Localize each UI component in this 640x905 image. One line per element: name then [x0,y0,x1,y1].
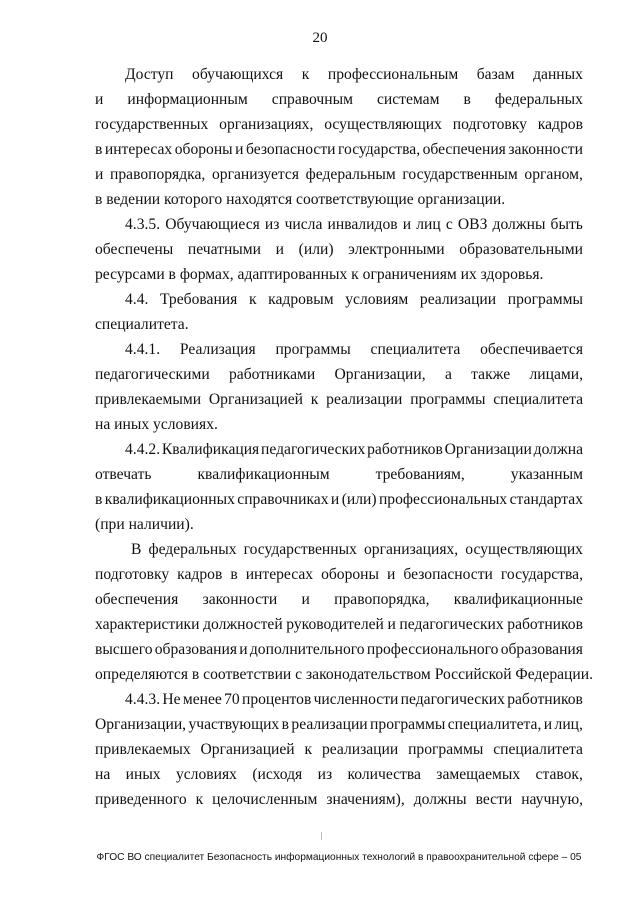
word: с [445,216,453,233]
text-line [95,137,583,162]
text-line: ресурсами в формах, адаптированных к ограничениям их здоровья. [95,266,544,283]
word: Обучающиеся [165,216,260,233]
word: программы [408,741,484,758]
word: реализации [321,741,399,758]
word: государственных [243,541,357,558]
word: вести [475,791,513,808]
word: должны [492,216,546,233]
word: справочниках [237,491,329,508]
word: обеспечения [95,591,179,608]
text-line [95,637,583,662]
word: характеристики [95,616,200,633]
word: педагогическими [95,366,210,383]
word: обеспечены [95,241,174,258]
word: Не [162,691,181,708]
word: государства, [500,566,583,583]
text-line [95,712,583,737]
page-footer: ФГОС ВО специалитет Безопасность информационных технологий в правоохранительной сфере – 05 [96,852,582,863]
text-line [95,237,583,262]
word: 4.3.5. [125,216,161,233]
word: к [195,791,204,808]
text-line [95,487,583,512]
word: образовательными [459,241,583,258]
text-line: в ведении которого находятся соответствующие организации. [95,191,506,208]
word: В [131,541,142,558]
word: (исходя [252,766,303,783]
word: квалификационных [104,491,235,508]
word: организациях, [219,116,314,133]
word: а [444,366,452,383]
text-line [95,162,583,187]
word: печатными [187,241,261,258]
word: подготовку [95,566,170,583]
word: значениям), [326,791,405,808]
word: и [402,216,412,233]
text-line [95,537,583,562]
word: справочным [271,91,353,108]
word: целочисленным [212,791,318,808]
text-line: на иных условиях. [95,416,218,433]
text-line: определяются в соответствии с законодательством Российской Федерации. [95,666,593,683]
word: должна [533,441,583,458]
word: специалитета, [447,716,542,733]
word: также [471,366,511,383]
text-line [95,287,583,312]
word: 4.4.1. [125,341,161,358]
word: образования [500,641,583,658]
document-body [95,62,593,812]
word: на [95,766,111,783]
word: программы [410,391,486,408]
word: Организацией [208,391,303,408]
text-line [95,787,583,812]
word: организуется [211,166,300,183]
word: и [95,91,104,108]
word: базам [476,66,515,83]
word: и [275,241,284,258]
word: и [95,166,104,183]
word: реализации [326,391,403,408]
word: приведенного [95,791,187,808]
word: к [310,391,319,408]
word: специалитета [493,391,583,408]
word: обучающихся [192,66,284,83]
word: высшего [95,641,153,658]
word: Реализация [179,341,256,358]
word: инвалидов [327,216,398,233]
word: и [301,591,310,608]
word: подготовку [452,116,527,133]
word: работников [507,691,583,708]
word: работников [367,441,443,458]
word: и [235,141,244,158]
word: безопасности [403,566,493,583]
word: педагогических [399,616,504,633]
word: быть [550,216,583,233]
word: привлекаемыми [95,391,202,408]
word: Квалификация [161,441,260,458]
word: количества [347,766,421,783]
word: специалитета [493,741,583,758]
text-line [95,562,583,587]
word: менее [182,691,222,708]
word: правопорядка, [110,166,206,183]
word: информационным [127,91,248,108]
word: федеральных [148,541,237,558]
word: участвующих [188,716,280,733]
word: Организации [444,441,532,458]
word: программы [275,341,351,358]
word: условиях [175,766,237,783]
word: числа [284,216,323,233]
word: из [317,766,333,783]
word: Доступ [125,66,174,83]
word: требованиям, [375,466,465,483]
word: системам [376,91,440,108]
word: государственным [402,166,518,183]
text-line [95,587,583,612]
word: из [264,216,280,233]
word: ставок, [535,766,583,783]
word: работниками [228,366,316,383]
word: работников [507,616,583,633]
text-line [95,62,583,87]
text-line [95,762,583,787]
word: электронными [348,241,445,258]
word: реализации [291,716,368,733]
word: профессиональным [327,66,459,83]
word: федеральным [305,166,396,183]
word: в [95,491,103,508]
word: лицами, [529,366,583,383]
text-line [95,362,583,387]
word: обороны [174,141,233,158]
text-line [95,212,583,237]
word: и [239,641,248,658]
word: федеральных [494,91,583,108]
word: привлекаемых [95,741,191,758]
word: отвечать [95,466,152,483]
word: законности [508,141,583,158]
word: 4.4. [125,291,149,308]
word: организациях, [363,541,459,558]
word: специалитета [370,341,461,358]
word: программы [370,716,446,733]
word: должностей [203,616,283,633]
word: программы [507,291,583,308]
scan-mark [321,832,322,840]
word: правопорядка, [334,591,430,608]
word: к [301,66,310,83]
word: условиям [345,291,409,308]
word: должны [413,791,467,808]
word: и [387,566,396,583]
word: квалификационные [453,591,583,608]
word: законности [202,591,278,608]
word: иных [125,766,161,783]
word: в [230,566,238,583]
word: профессионального [366,641,499,658]
word: лиц [416,216,441,233]
word: Организации, [334,366,426,383]
word: лиц, [554,716,583,733]
word: дополнительного [249,641,365,658]
word: к [248,291,257,308]
word: педагогических [400,691,505,708]
word: стандартах [509,491,583,508]
word: кадровым [268,291,334,308]
word: кадров [537,116,583,133]
word: Организацией [200,741,295,758]
word: квалификационным [197,466,330,483]
word: и [543,716,553,733]
word: профессиональных [378,491,508,508]
page-number: 20 [312,30,328,46]
word: замещаемых [436,766,521,783]
text-line [95,737,583,762]
text-line [95,612,583,637]
word: 4.4.2. [125,441,161,458]
word: государства, [338,141,421,158]
word: Требования [160,291,238,308]
text-line [95,462,583,487]
word: в [281,716,290,733]
word: обеспечивается [480,341,583,358]
word: ОВЗ [457,216,488,233]
word: реализации [419,291,497,308]
word: осуществляющих [465,541,583,558]
word: (или) [298,241,334,258]
word: обороны [321,566,380,583]
word: 70 [224,691,240,708]
word: и [387,616,396,633]
word: осуществляющих [324,116,442,133]
word: руководителей [286,616,384,633]
word: интересах [245,566,314,583]
word: органом, [524,166,583,183]
word: (или) [341,491,377,508]
text-line [95,337,583,362]
word: в [463,91,471,108]
text-line [95,112,583,137]
word: государственных [95,116,209,133]
word: процентов [241,691,312,708]
text-line [95,687,583,712]
word: Организации, [95,716,187,733]
word: безопасности [246,141,336,158]
text-line: специалитета. [95,316,189,333]
text-line [95,87,583,112]
word: в [95,141,103,158]
text-line [95,387,583,412]
word: научную, [521,791,583,808]
word: кадров [177,566,223,583]
word: и [330,491,340,508]
word: обеспечения [422,141,506,158]
word: образования [154,641,238,658]
word: данных [533,66,583,83]
text-line [95,437,583,462]
word: интересах [104,141,173,158]
word: к [304,741,313,758]
word: 4.4.3. [125,691,161,708]
word: педагогических [261,441,366,458]
word: численности [313,691,399,708]
word: указанным [510,466,583,483]
text-line: (при наличии). [95,516,194,533]
